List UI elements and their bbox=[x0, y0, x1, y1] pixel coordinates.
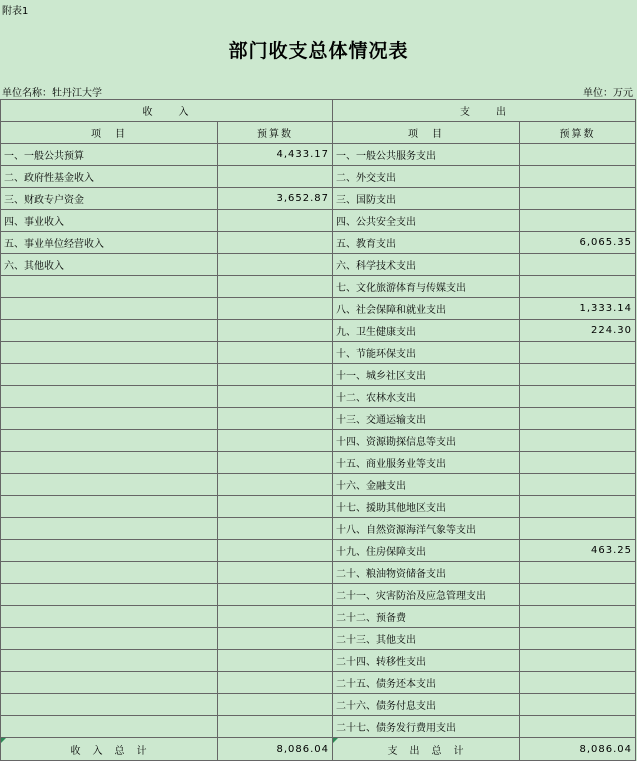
income-item-cell: 四、事业收入 bbox=[1, 210, 218, 232]
expense-item-cell: 十八、自然资源海洋气象等支出 bbox=[333, 518, 520, 540]
expense-value-cell bbox=[520, 606, 636, 628]
expense-item-cell: 二十、粮油物资储备支出 bbox=[333, 562, 520, 584]
expense-item-cell: 四、公共安全支出 bbox=[333, 210, 520, 232]
income-item-cell bbox=[1, 320, 218, 342]
income-value-cell bbox=[218, 276, 333, 298]
income-value-cell bbox=[218, 694, 333, 716]
income-value-cell bbox=[218, 210, 333, 232]
expense-value-cell bbox=[520, 518, 636, 540]
expense-value-cell bbox=[520, 276, 636, 298]
unit-label: 单位：万元 bbox=[583, 88, 633, 99]
totals-row bbox=[1, 738, 636, 761]
expense-item-cell: 七、文化旅游体育与传媒支出 bbox=[333, 276, 520, 298]
income-item-cell bbox=[1, 584, 218, 606]
table-row bbox=[1, 606, 636, 628]
expense-value-cell bbox=[520, 188, 636, 210]
income-item-cell: 五、事业单位经营收入 bbox=[1, 232, 218, 254]
income-item-cell bbox=[1, 518, 218, 540]
income-item-cell bbox=[1, 628, 218, 650]
table-row bbox=[1, 320, 636, 342]
table-row bbox=[1, 452, 636, 474]
income-item-cell bbox=[1, 474, 218, 496]
income-item-cell bbox=[1, 276, 218, 298]
income-value-cell bbox=[218, 320, 333, 342]
table-row bbox=[1, 276, 636, 298]
income-item-cell bbox=[1, 562, 218, 584]
income-value-cell bbox=[218, 672, 333, 694]
income-total-value: 8,086.04 bbox=[218, 738, 333, 761]
budget-table bbox=[0, 99, 636, 761]
expense-item-cell: 十四、资源勘探信息等支出 bbox=[333, 430, 520, 452]
table-row bbox=[1, 430, 636, 452]
table-row bbox=[1, 386, 636, 408]
income-value-cell bbox=[218, 386, 333, 408]
expense-item-cell: 十一、城乡社区支出 bbox=[333, 364, 520, 386]
expense-value-cell bbox=[520, 364, 636, 386]
expense-item-cell: 二十一、灾害防治及应急管理支出 bbox=[333, 584, 520, 606]
expense-item-cell: 一、一般公共服务支出 bbox=[333, 144, 520, 166]
expense-item-cell: 五、教育支出 bbox=[333, 232, 520, 254]
expense-item-cell: 八、社会保障和就业支出 bbox=[333, 298, 520, 320]
page-title: 部门收支总体情况表 bbox=[228, 40, 409, 62]
income-value-cell bbox=[218, 430, 333, 452]
expense-item-cell: 二十三、其他支出 bbox=[333, 628, 520, 650]
unit-name: 单位名称：牡丹江大学 bbox=[2, 88, 102, 99]
expense-value-cell bbox=[520, 628, 636, 650]
expense-item-cell: 二十七、债务发行费用支出 bbox=[333, 716, 520, 738]
income-item-cell bbox=[1, 452, 218, 474]
expense-item-cell: 十六、金融支出 bbox=[333, 474, 520, 496]
expense-value-cell bbox=[520, 496, 636, 518]
income-item-cell bbox=[1, 298, 218, 320]
expense-value-cell bbox=[520, 562, 636, 584]
income-item-cell: 二、政府性基金收入 bbox=[1, 166, 218, 188]
income-item-cell bbox=[1, 342, 218, 364]
income-value-cell bbox=[218, 562, 333, 584]
income-value-cell: 3,652.87 bbox=[218, 188, 333, 210]
income-value-cell bbox=[218, 408, 333, 430]
income-item-cell: 一、一般公共预算 bbox=[1, 144, 218, 166]
income-total-label: 收 入 总 计 bbox=[1, 738, 218, 761]
expense-item-cell: 十三、交通运输支出 bbox=[333, 408, 520, 430]
expense-value-cell: 463.25 bbox=[520, 540, 636, 562]
expense-value-cell bbox=[520, 254, 636, 276]
expense-item-cell: 二十五、债务还本支出 bbox=[333, 672, 520, 694]
income-value-cell bbox=[218, 716, 333, 738]
table-row bbox=[1, 342, 636, 364]
table-row bbox=[1, 672, 636, 694]
income-item-cell bbox=[1, 540, 218, 562]
table-row bbox=[1, 540, 636, 562]
income-value-cell bbox=[218, 298, 333, 320]
expense-value-cell bbox=[520, 408, 636, 430]
income-item-cell bbox=[1, 716, 218, 738]
income-item-cell: 六、其他收入 bbox=[1, 254, 218, 276]
expense-total-label: 支 出 总 计 bbox=[333, 738, 520, 761]
table-row bbox=[1, 716, 636, 738]
table-row bbox=[1, 562, 636, 584]
table-row bbox=[1, 254, 636, 276]
expense-value-cell: 6,065.35 bbox=[520, 232, 636, 254]
income-group-header: 收 入 bbox=[1, 100, 333, 122]
income-value-cell: 4,433.17 bbox=[218, 144, 333, 166]
income-item-cell bbox=[1, 364, 218, 386]
expense-value-cell bbox=[520, 452, 636, 474]
income-value-cell bbox=[218, 606, 333, 628]
income-value-cell bbox=[218, 254, 333, 276]
income-value-cell bbox=[218, 474, 333, 496]
income-value-cell bbox=[218, 364, 333, 386]
income-item-cell: 三、财政专户资金 bbox=[1, 188, 218, 210]
table-row bbox=[1, 166, 636, 188]
expense-value-cell bbox=[520, 650, 636, 672]
expense-item-cell: 二十二、预备费 bbox=[333, 606, 520, 628]
income-item-cell bbox=[1, 496, 218, 518]
table-row bbox=[1, 628, 636, 650]
income-value-cell bbox=[218, 342, 333, 364]
table-row bbox=[1, 210, 636, 232]
expense-value-cell bbox=[520, 166, 636, 188]
table-row bbox=[1, 188, 636, 210]
income-value-cell bbox=[218, 628, 333, 650]
expense-item-cell: 十二、农林水支出 bbox=[333, 386, 520, 408]
expense-value-cell: 1,333.14 bbox=[520, 298, 636, 320]
income-value-cell bbox=[218, 540, 333, 562]
expense-budget-header: 预算数 bbox=[520, 122, 636, 144]
income-value-cell bbox=[218, 650, 333, 672]
income-value-cell bbox=[218, 452, 333, 474]
expense-item-cell: 十七、援助其他地区支出 bbox=[333, 496, 520, 518]
income-item-cell bbox=[1, 430, 218, 452]
table-row bbox=[1, 144, 636, 166]
income-item-cell bbox=[1, 606, 218, 628]
income-item-cell bbox=[1, 386, 218, 408]
income-item-cell bbox=[1, 694, 218, 716]
table-note: 附表1 bbox=[2, 6, 29, 17]
expense-item-cell: 三、国防支出 bbox=[333, 188, 520, 210]
income-value-cell bbox=[218, 166, 333, 188]
expense-total-value: 8,086.04 bbox=[520, 738, 636, 761]
table-row bbox=[1, 694, 636, 716]
expense-value-cell bbox=[520, 474, 636, 496]
table-row bbox=[1, 650, 636, 672]
expense-value-cell bbox=[520, 342, 636, 364]
expense-value-cell bbox=[520, 430, 636, 452]
expense-value-cell bbox=[520, 144, 636, 166]
expense-item-cell: 二、外交支出 bbox=[333, 166, 520, 188]
table-row bbox=[1, 474, 636, 496]
income-value-cell bbox=[218, 496, 333, 518]
expense-item-cell: 二十六、债务付息支出 bbox=[333, 694, 520, 716]
group-header-row bbox=[1, 100, 636, 122]
income-value-cell bbox=[218, 518, 333, 540]
income-value-cell bbox=[218, 584, 333, 606]
expense-value-cell bbox=[520, 694, 636, 716]
table-row bbox=[1, 298, 636, 320]
income-budget-header: 预算数 bbox=[218, 122, 333, 144]
expense-value-cell bbox=[520, 210, 636, 232]
income-item-cell bbox=[1, 650, 218, 672]
column-header-row bbox=[1, 122, 636, 144]
expense-value-cell bbox=[520, 386, 636, 408]
table-row bbox=[1, 364, 636, 386]
expense-item-cell: 九、卫生健康支出 bbox=[333, 320, 520, 342]
expense-value-cell bbox=[520, 672, 636, 694]
income-item-header: 项 目 bbox=[1, 122, 218, 144]
expense-item-cell: 十五、商业服务业等支出 bbox=[333, 452, 520, 474]
table-row bbox=[1, 518, 636, 540]
table-row bbox=[1, 496, 636, 518]
table-row bbox=[1, 232, 636, 254]
expense-group-header: 支 出 bbox=[333, 100, 636, 122]
expense-value-cell: 224.30 bbox=[520, 320, 636, 342]
expense-item-cell: 十九、住房保障支出 bbox=[333, 540, 520, 562]
expense-value-cell bbox=[520, 584, 636, 606]
table-row bbox=[1, 408, 636, 430]
expense-item-cell: 十、节能环保支出 bbox=[333, 342, 520, 364]
expense-item-header: 项 目 bbox=[333, 122, 520, 144]
expense-item-cell: 二十四、转移性支出 bbox=[333, 650, 520, 672]
income-item-cell bbox=[1, 408, 218, 430]
income-value-cell bbox=[218, 232, 333, 254]
table-row bbox=[1, 584, 636, 606]
income-item-cell bbox=[1, 672, 218, 694]
expense-item-cell: 六、科学技术支出 bbox=[333, 254, 520, 276]
expense-value-cell bbox=[520, 716, 636, 738]
